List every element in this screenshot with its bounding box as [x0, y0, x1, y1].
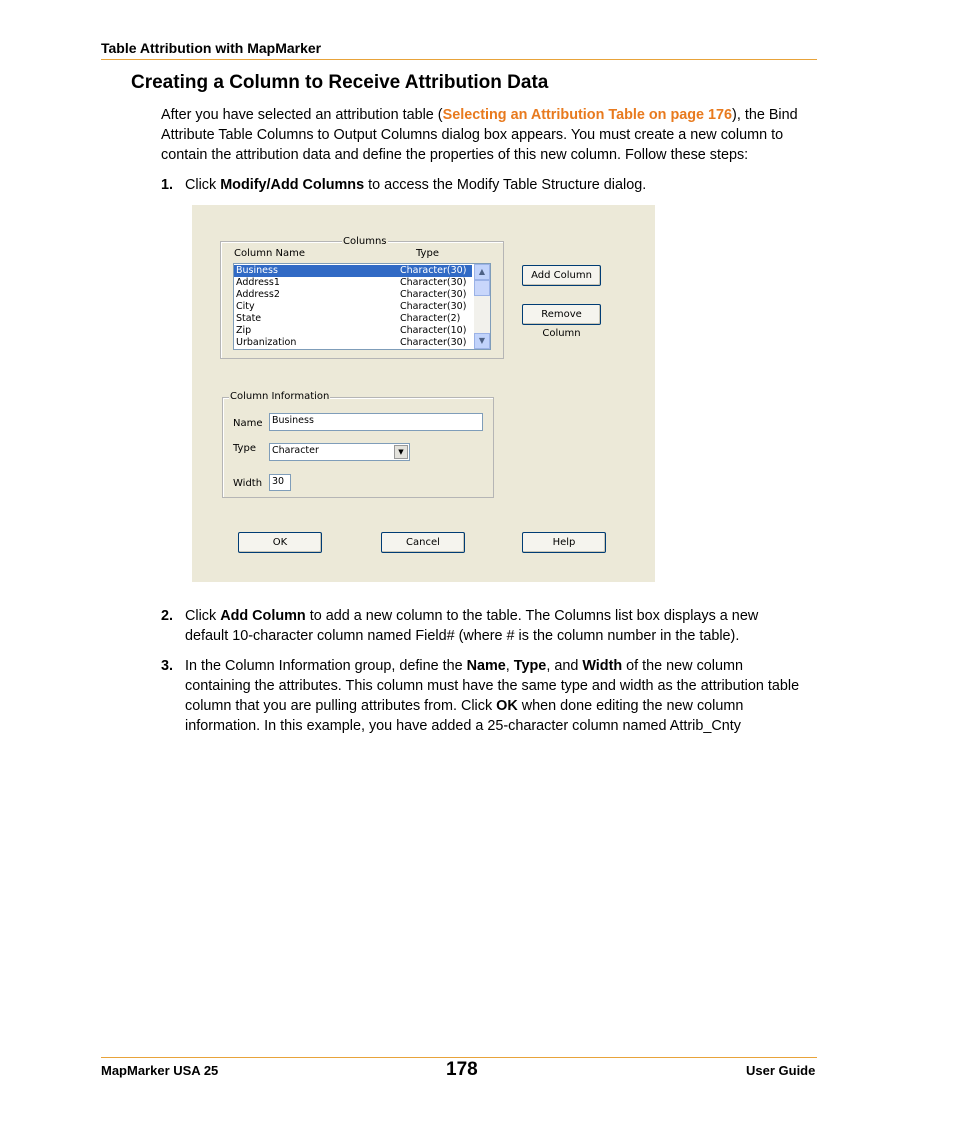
- intro-text: After you have selected an attribution table (: [161, 107, 443, 123]
- step-3: [161, 656, 825, 736]
- step-line: [185, 656, 825, 676]
- cell-name: City: [236, 301, 255, 312]
- cell-type: Character(30): [400, 265, 467, 276]
- remove-column-button[interactable]: Remove Column: [522, 304, 601, 325]
- step-text: In the Column Information group, define the: [185, 658, 467, 674]
- scroll-down-icon[interactable]: ▼: [474, 333, 490, 349]
- cancel-button[interactable]: Cancel: [381, 532, 465, 553]
- step-1: [161, 175, 825, 195]
- cell-name: Zip: [236, 325, 252, 336]
- step-text: Click: [185, 608, 221, 624]
- footer-rule: [101, 1057, 817, 1058]
- cell-type: Character(2): [400, 313, 461, 324]
- list-item[interactable]: [234, 289, 472, 301]
- name-label: Name: [233, 418, 263, 429]
- cell-type: Character(30): [400, 337, 467, 348]
- list-item[interactable]: [234, 277, 472, 289]
- footer-guide: User Guide: [746, 1063, 816, 1078]
- modify-table-structure-dialog: [192, 205, 655, 582]
- list-item[interactable]: [234, 265, 472, 277]
- step-text: when done editing the new column: [517, 698, 744, 714]
- cell-name: Business: [236, 265, 278, 276]
- cell-type: Character(30): [400, 301, 467, 312]
- page-number: 178: [446, 1059, 478, 1080]
- help-button[interactable]: Help: [522, 532, 606, 553]
- column-name-header: Column Name: [234, 248, 305, 259]
- footer-product: MapMarker USA 25: [101, 1063, 219, 1078]
- columns-group-title: Columns: [343, 236, 387, 247]
- type-select-value: Character: [272, 445, 319, 456]
- step-text: ,: [505, 658, 514, 674]
- header-rule: [101, 59, 817, 60]
- cell-type: Character(30): [400, 289, 467, 300]
- step-bold: Width: [582, 658, 623, 674]
- step-line: [185, 606, 825, 626]
- step-bold: OK: [496, 698, 518, 714]
- step-number: 3.: [161, 658, 174, 674]
- step-number: 2.: [161, 608, 174, 624]
- list-item[interactable]: [234, 301, 472, 313]
- intro-text: ), the Bind: [732, 107, 798, 123]
- cell-name: Address1: [236, 277, 280, 288]
- step-bold: Type: [513, 658, 547, 674]
- step-bold: Name: [466, 658, 506, 674]
- step-text: to add a new column to the table. The Columns list box displays a new: [305, 608, 759, 624]
- columns-listbox[interactable]: [233, 263, 491, 350]
- cross-reference-link[interactable]: Selecting an Attribution Table on page 176: [442, 107, 733, 123]
- column-information-title: Column Information: [230, 391, 330, 402]
- add-column-button[interactable]: Add Column: [522, 265, 601, 286]
- step-text: column that you are pulling attributes from. Click: [185, 698, 497, 714]
- listbox-scrollbar[interactable]: [474, 264, 490, 349]
- intro-line-2: Attribute Table Columns to Output Columns dialog box appears. You must create a new column to: [161, 127, 784, 143]
- cell-name: Address2: [236, 289, 280, 300]
- list-item[interactable]: [234, 325, 472, 337]
- ok-button[interactable]: OK: [238, 532, 322, 553]
- intro-paragraph: [161, 105, 821, 165]
- step-text: Click: [185, 177, 221, 193]
- step-text: , and: [546, 658, 583, 674]
- list-item[interactable]: [234, 313, 472, 325]
- width-label: Width: [233, 478, 263, 489]
- name-field[interactable]: Business: [269, 413, 483, 431]
- step-line: default 10-character column named Field# (where # is the column number in the table).: [185, 628, 740, 644]
- step-bold: Modify/Add Columns: [220, 177, 365, 193]
- width-field[interactable]: 30: [269, 474, 291, 491]
- step-number: 1.: [161, 177, 174, 193]
- type-select[interactable]: [269, 443, 410, 461]
- step-text: of the new column: [622, 658, 743, 674]
- scroll-thumb[interactable]: [474, 280, 490, 296]
- step-line: containing the attributes. This column must have the same type and width as the attribution table: [185, 678, 800, 694]
- cell-type: Character(30): [400, 277, 467, 288]
- step-line: [185, 696, 825, 716]
- chevron-down-icon[interactable]: ▼: [394, 445, 408, 459]
- step-bold: Add Column: [220, 608, 306, 624]
- step-line: information. In this example, you have added a 25-character column named Attrib_Cnty: [185, 718, 741, 734]
- list-item[interactable]: [234, 337, 472, 349]
- cell-name: Urbanization: [236, 337, 297, 348]
- step-text: to access the Modify Table Structure dialog.: [364, 177, 647, 193]
- scroll-up-icon[interactable]: ▲: [474, 264, 490, 280]
- cell-type: Character(10): [400, 325, 467, 336]
- running-header: Table Attribution with MapMarker: [101, 40, 322, 56]
- type-header: Type: [416, 248, 439, 259]
- section-title: Creating a Column to Receive Attribution Data: [131, 72, 549, 93]
- type-label: Type: [233, 443, 256, 454]
- step-2: [161, 606, 825, 646]
- intro-line-1: [161, 105, 821, 125]
- intro-line-3: contain the attribution data and define the properties of this new column. Follow these steps:: [161, 147, 749, 163]
- cell-name: State: [236, 313, 262, 324]
